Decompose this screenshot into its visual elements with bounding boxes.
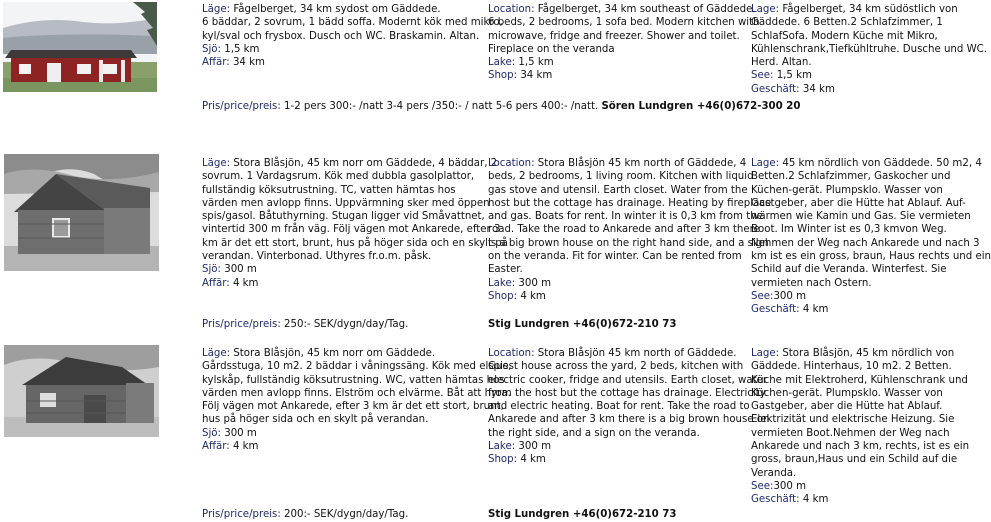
price-line bbox=[202, 318, 408, 331]
location-label: Lage: bbox=[751, 348, 780, 359]
location-label: Location: bbox=[488, 158, 535, 169]
listing-3-english bbox=[488, 347, 770, 467]
description-line: electric cooker, fridge and utensils. Earth closet, water bbox=[488, 374, 768, 386]
listing-2-swedish bbox=[202, 157, 508, 290]
price-text: 200:- SEK/dygn/day/Tag. bbox=[284, 509, 409, 520]
location-label: Läge: bbox=[202, 4, 231, 15]
price-line bbox=[202, 508, 408, 521]
description-line: Kühlenschrank,Tiefkühltruhe. Dusche und WC. bbox=[751, 43, 988, 55]
listing-3-german bbox=[751, 347, 969, 507]
lake-distance: 300 m bbox=[773, 290, 807, 302]
description-line: Gastgeber, aber die Hütte hat Ablauf. Auf- bbox=[751, 197, 966, 209]
cabin-photo bbox=[3, 2, 157, 92]
description-line: is a big brown house on the right hand side, and a sign bbox=[488, 237, 769, 249]
lake-label: See: bbox=[751, 70, 774, 82]
lake-label: Sjö: bbox=[202, 43, 221, 55]
cabin-photo bbox=[4, 345, 159, 437]
description-line: Guest house across the yard, 2 beds, kitchen with bbox=[488, 361, 744, 373]
lake-distance: 1,5 km bbox=[518, 57, 554, 69]
lake-distance: 1,5 km bbox=[224, 43, 260, 55]
description-line: vermieten Boot.Nehmen der Weg nach bbox=[751, 427, 950, 439]
description-line: Stora Blåsjön, 45 km norr om Gäddede, 4 bäddar, 2 bbox=[233, 158, 498, 169]
lake-label: See: bbox=[751, 480, 774, 492]
description-line: km är det ett stort, brunt, hus på höger sida och en skylt på bbox=[202, 237, 508, 249]
price-line bbox=[202, 100, 800, 113]
listing-1-swedish bbox=[202, 3, 503, 69]
description-line: Ankarede and after 3 km there is a big brown house on bbox=[488, 414, 770, 426]
contact-info: Sören Lundgren +46(0)672-300 20 bbox=[601, 101, 801, 112]
location-label: Location: bbox=[488, 4, 535, 15]
description-line: 6 beds, 2 bedrooms, 1 sofa bed. Modern kitchen with bbox=[488, 17, 760, 29]
location-label: Läge: bbox=[202, 158, 231, 169]
location-label: Location: bbox=[488, 348, 535, 359]
description-line: km ist es ein gross, braun, Haus rechts und ein bbox=[751, 251, 991, 263]
description-line: värden men avlopp finns. Uppvärmning sker med öppen bbox=[202, 197, 490, 209]
lake-distance: 300 m bbox=[224, 427, 257, 439]
contact-info: Stig Lundgren +46(0)672-210 73 bbox=[488, 509, 677, 520]
location-label: Lage: bbox=[751, 4, 780, 15]
description-line: Betten.2 Schlafzimmer, Gaskocher und bbox=[751, 171, 951, 183]
listing-1-english bbox=[488, 3, 760, 83]
description-line: Easter. bbox=[488, 264, 523, 276]
price-label: Pris/price/preis: bbox=[202, 319, 281, 330]
description-line: kylskåp, fullständig köksutrustning. WC, vatten hämtas hos bbox=[202, 374, 505, 386]
lake-distance: 300 m bbox=[224, 264, 257, 276]
description-line: Fågelberget, 34 km sydost om Gäddede. bbox=[233, 4, 441, 15]
listing-3-swedish bbox=[202, 347, 511, 453]
description-line: Gårdsstuga, 10 m2. 2 bäddar i våningssäng. Kök med elspis, bbox=[202, 361, 512, 373]
shop-distance: 34 km bbox=[520, 70, 553, 82]
description-line: Stora Blåsjön, 45 km norr om Gäddede. bbox=[233, 348, 436, 359]
shop-label: Affär: bbox=[202, 277, 230, 289]
description-line: fullständig köksutrustning. TC, vatten hämtas hos bbox=[202, 184, 456, 196]
description-line: verandan. Vinterbonad. Uthyres fr.o.m. påsk. bbox=[202, 251, 432, 263]
lake-label: Lake: bbox=[488, 277, 516, 289]
contact-info: Stig Lundgren +46(0)672-210 73 bbox=[488, 319, 677, 330]
cabin-photo bbox=[4, 154, 159, 271]
description-line: wärmen wie Kamin und Gas. Sie vermieten bbox=[751, 211, 971, 223]
lake-distance: 300 m bbox=[773, 480, 807, 492]
description-line: Stora Blåsjön, 45 km nördlich von bbox=[782, 348, 955, 359]
shop-label: Geschäft: bbox=[751, 83, 800, 95]
description-line: sovrum. 1 Vardagsrum. Kök med dubbla gasolplattor, bbox=[202, 171, 475, 183]
shop-label: Geschäft: bbox=[751, 494, 800, 506]
description-line: Veranda. bbox=[751, 467, 797, 479]
lake-label: Sjö: bbox=[202, 427, 221, 439]
description-line: host but the cottage has drainage. Heating by fireplace bbox=[488, 197, 772, 209]
shop-distance: 4 km bbox=[520, 454, 546, 466]
shop-label: Shop: bbox=[488, 290, 518, 302]
shop-label: Shop: bbox=[488, 70, 518, 82]
description-line: on the veranda. Fit for winter. Can be rented from bbox=[488, 251, 742, 263]
description-line: and electric heating. Boat for rent. Take the road to bbox=[488, 401, 750, 413]
description-line: Küche mit Elektroherd, Kühlenschrank und bbox=[751, 374, 968, 386]
price-label: Pris/price/preis: bbox=[202, 101, 281, 112]
shop-label: Affär: bbox=[202, 441, 230, 453]
description-line: Herd. Altan. bbox=[751, 57, 812, 69]
lake-distance: 300 m bbox=[518, 441, 552, 453]
description-line: Elektrizität und elektrische Heizung. Sie bbox=[751, 414, 955, 426]
description-line: Fågelberget, 34 km southeast of Gäddede. bbox=[537, 4, 756, 15]
lake-label: See: bbox=[751, 290, 774, 302]
description-line: beds, 2 bedrooms, 1 living room. Kitchen with liquid bbox=[488, 171, 754, 183]
lake-label: Sjö: bbox=[202, 264, 221, 276]
shop-label: Geschäft: bbox=[751, 304, 800, 316]
shop-distance: 4 km bbox=[520, 290, 546, 302]
description-line: spis/gasol. Båtuthyrning. Stugan ligger vid Småvattnet, bbox=[202, 211, 485, 223]
description-line: kyl/sval och frysbox. Dusch och WC. Braskamin. Altan. bbox=[202, 30, 480, 42]
lake-label: Lake: bbox=[488, 57, 516, 69]
description-line: Stora Blåsjön 45 km north of Gäddede, 4 bbox=[537, 158, 747, 169]
shop-distance: 4 km bbox=[232, 277, 259, 289]
description-line: Küchen-gerät. Plumpsklo. Wasser von bbox=[751, 387, 943, 399]
description-line: Boot. Im Winter ist es 0,3 kmvon Weg. bbox=[751, 224, 947, 236]
description-line: Nehmen der Weg nach Ankarede und nach 3 bbox=[751, 237, 980, 249]
description-line: Följ vägen mot Ankarede, efter 3 km är det ett stort, brunt, bbox=[202, 401, 504, 413]
description-line: Gäddede. 6 Betten.2 Schlafzimmer, 1 bbox=[751, 17, 943, 29]
description-line: from the host but the cottage has drainage. Electricity bbox=[488, 387, 766, 399]
description-line: road. Take the road to Ankarede and after 3 km there bbox=[488, 224, 760, 236]
description-line: vintertid 300 m från väg. Följ vägen mot Ankarede, efter 3 bbox=[202, 224, 501, 236]
description-line: SchlafSofa. Modern Küche mit Mikro, bbox=[751, 30, 938, 42]
shop-distance: 34 km bbox=[802, 83, 835, 95]
shop-distance: 4 km bbox=[232, 441, 259, 453]
description-line: Fågelberget, 34 km südöstlich von bbox=[782, 4, 958, 15]
shop-distance: 4 km bbox=[802, 494, 829, 506]
listing-1-german bbox=[751, 3, 987, 96]
description-line: gross, braun,Haus und ein Schild auf die bbox=[751, 454, 958, 466]
lake-distance: 1,5 km bbox=[776, 70, 812, 82]
description-line: hus på höger sida och en skylt på verandan. bbox=[202, 414, 429, 426]
shop-distance: 34 km bbox=[232, 57, 265, 69]
location-label: Lage: bbox=[751, 158, 780, 169]
description-line: Gäddede. Hinterhaus, 10 m2. 2 Betten. bbox=[751, 361, 952, 373]
description-line: 6 bäddar, 2 sovrum, 1 bädd soffa. Modernt kök med mikro, bbox=[202, 17, 503, 29]
price-text: 1-2 pers 300:- /natt 3-4 pers /350:- / natt 5-6 pers 400:- /natt. bbox=[284, 101, 599, 112]
location-label: Läge: bbox=[202, 348, 231, 359]
description-line: gas stove and utensil. Earth closet. Water from the bbox=[488, 184, 748, 196]
shop-label: Shop: bbox=[488, 454, 518, 466]
price-text: 250:- SEK/dygn/day/Tag. bbox=[284, 319, 409, 330]
shop-label: Affär: bbox=[202, 57, 230, 69]
lake-label: Lake: bbox=[488, 441, 516, 453]
description-line: Stora Blåsjön 45 km north of Gäddede. bbox=[537, 348, 737, 359]
description-line: Schild auf die Veranda. Winterfest. Sie bbox=[751, 264, 947, 276]
description-line: vermieten nach Ostern. bbox=[751, 277, 872, 289]
description-line: Küchen-gerät. Plumpsklo. Wasser von bbox=[751, 184, 943, 196]
description-line: Fireplace on the veranda bbox=[488, 43, 615, 55]
description-line: Ankarede und nach 3 km, rechts, ist es ein bbox=[751, 441, 970, 453]
description-line: Gastgeber, aber die Hütte hat Ablauf. bbox=[751, 401, 943, 413]
lake-distance: 300 m bbox=[518, 277, 552, 289]
price-label: Pris/price/preis: bbox=[202, 509, 281, 520]
description-line: the right side, and a sign on the veranda. bbox=[488, 427, 700, 439]
description-line: microwave, fridge and freezer. Shower and toilet. bbox=[488, 30, 740, 42]
shop-distance: 4 km bbox=[802, 304, 829, 316]
listing-2-english bbox=[488, 157, 774, 303]
description-line: värden men avlopp finns. Elström och elvärme. Båt att hyra. bbox=[202, 387, 511, 399]
listing-2-german bbox=[751, 157, 991, 317]
description-line: and gas. Boats for rent. In winter it is 0,3 km from the bbox=[488, 211, 763, 223]
description-line: 45 km nördlich von Gäddede. 50 m2, 4 bbox=[782, 158, 982, 169]
